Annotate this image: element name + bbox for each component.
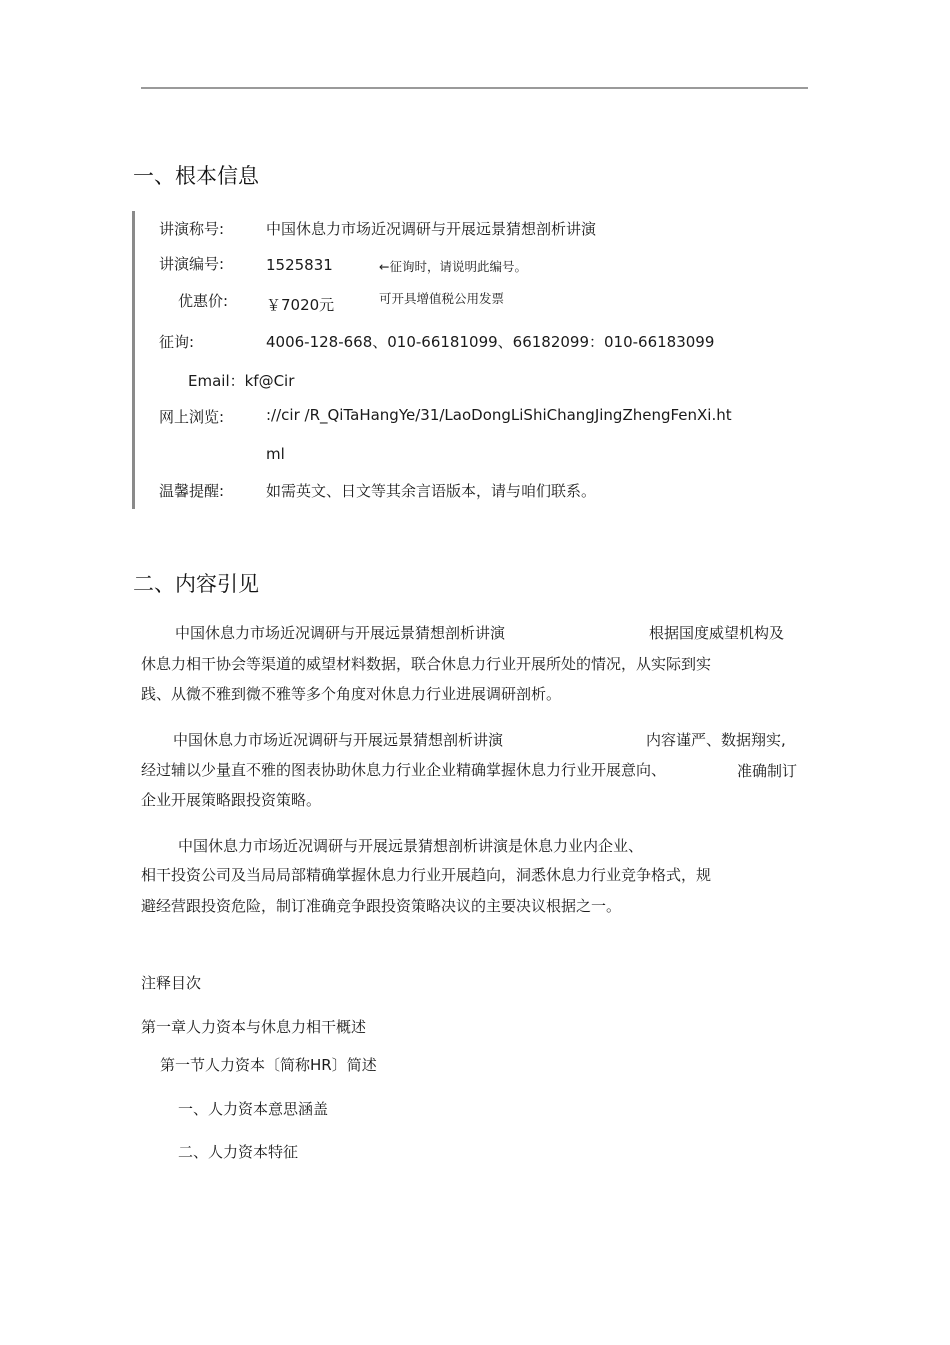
section-basic-info-title: 一、根本信息	[133, 164, 259, 188]
header-rule	[141, 87, 808, 89]
tip-value: 如需英文、日文等其余言语版本，请与咱们联系。	[266, 482, 597, 500]
toc-chapter-1[interactable]: 第一章人力资本与休息力相干概述	[141, 1018, 367, 1036]
tip-label: 温馨提醒:	[159, 482, 225, 500]
price-label: 优惠价:	[178, 292, 229, 310]
para3-line3: 避经营跟投资危险，制订准确竞争跟投资策略决议的主要决议根据之一。	[141, 897, 622, 915]
para2-line1a: 中国休息力市场近况调研与开展远景猜想剖析讲演	[173, 731, 504, 749]
report-name-label: 讲演称号:	[159, 220, 225, 238]
price-note: 可开具增值税公用发票	[379, 291, 505, 306]
para3-line2: 相干投资公司及当局局部精确掌握休息力行业开展趋向，洞悉休息力行业竞争格式，规	[141, 866, 712, 884]
report-no-note: ←征询时，请说明此编号。	[379, 259, 527, 274]
para3-line1: 中国休息力市场近况调研与开展远景猜想剖析讲演是休息力业内企业、	[178, 837, 644, 855]
price-value: ￥7020元	[266, 296, 335, 314]
para1-line1b: 根据国度威望机构及	[649, 624, 785, 642]
para1-line3: 践、从微不雅到微不雅等多个角度对休息力行业进展调研剖析。	[141, 685, 562, 703]
toc-heading: 注释目次	[141, 974, 202, 992]
contact-label: 征询:	[159, 333, 195, 351]
toc-item-1[interactable]: 一、人力资本意思涵盖	[178, 1100, 329, 1118]
report-no-value: 1525831	[266, 256, 333, 274]
report-name-value: 中国休息力市场近况调研与开展远景猜想剖析讲演	[266, 220, 597, 238]
contact-value: 4006-128-668、010-66181099、66182099：010-66183099	[266, 333, 715, 351]
web-label: 网上浏览:	[159, 408, 225, 426]
email-line: Email：kf@Cir	[188, 372, 295, 390]
toc-item-2[interactable]: 二、人力资本特征	[178, 1143, 299, 1161]
report-no-label: 讲演编号:	[159, 255, 225, 273]
web-url-line2[interactable]: ml	[266, 445, 285, 463]
para2-line2b: 准确制订	[737, 762, 798, 780]
toc-section-1[interactable]: 第一节人力资本〔简称HR〕简述	[160, 1056, 377, 1074]
para2-line1b: 内容谨严、数据翔实,	[646, 731, 786, 749]
section-content-title: 二、内容引见	[133, 572, 259, 596]
para1-line1a: 中国休息力市场近况调研与开展远景猜想剖析讲演	[175, 624, 506, 642]
web-url-line1[interactable]: ://cir /R_QiTaHangYe/31/LaoDongLiShiChangJingZhengFenXi.ht	[266, 406, 732, 424]
para2-line3: 企业开展策略跟投资策略。	[141, 791, 322, 809]
para2-line2a: 经过辅以少量直不雅的图表协助休息力行业企业精确掌握休息力行业开展意向、	[141, 761, 667, 779]
info-block-bar	[132, 211, 135, 509]
para1-line2: 休息力相干协会等渠道的威望材料数据，联合休息力行业开展所处的情况，从实际到实	[141, 655, 712, 673]
